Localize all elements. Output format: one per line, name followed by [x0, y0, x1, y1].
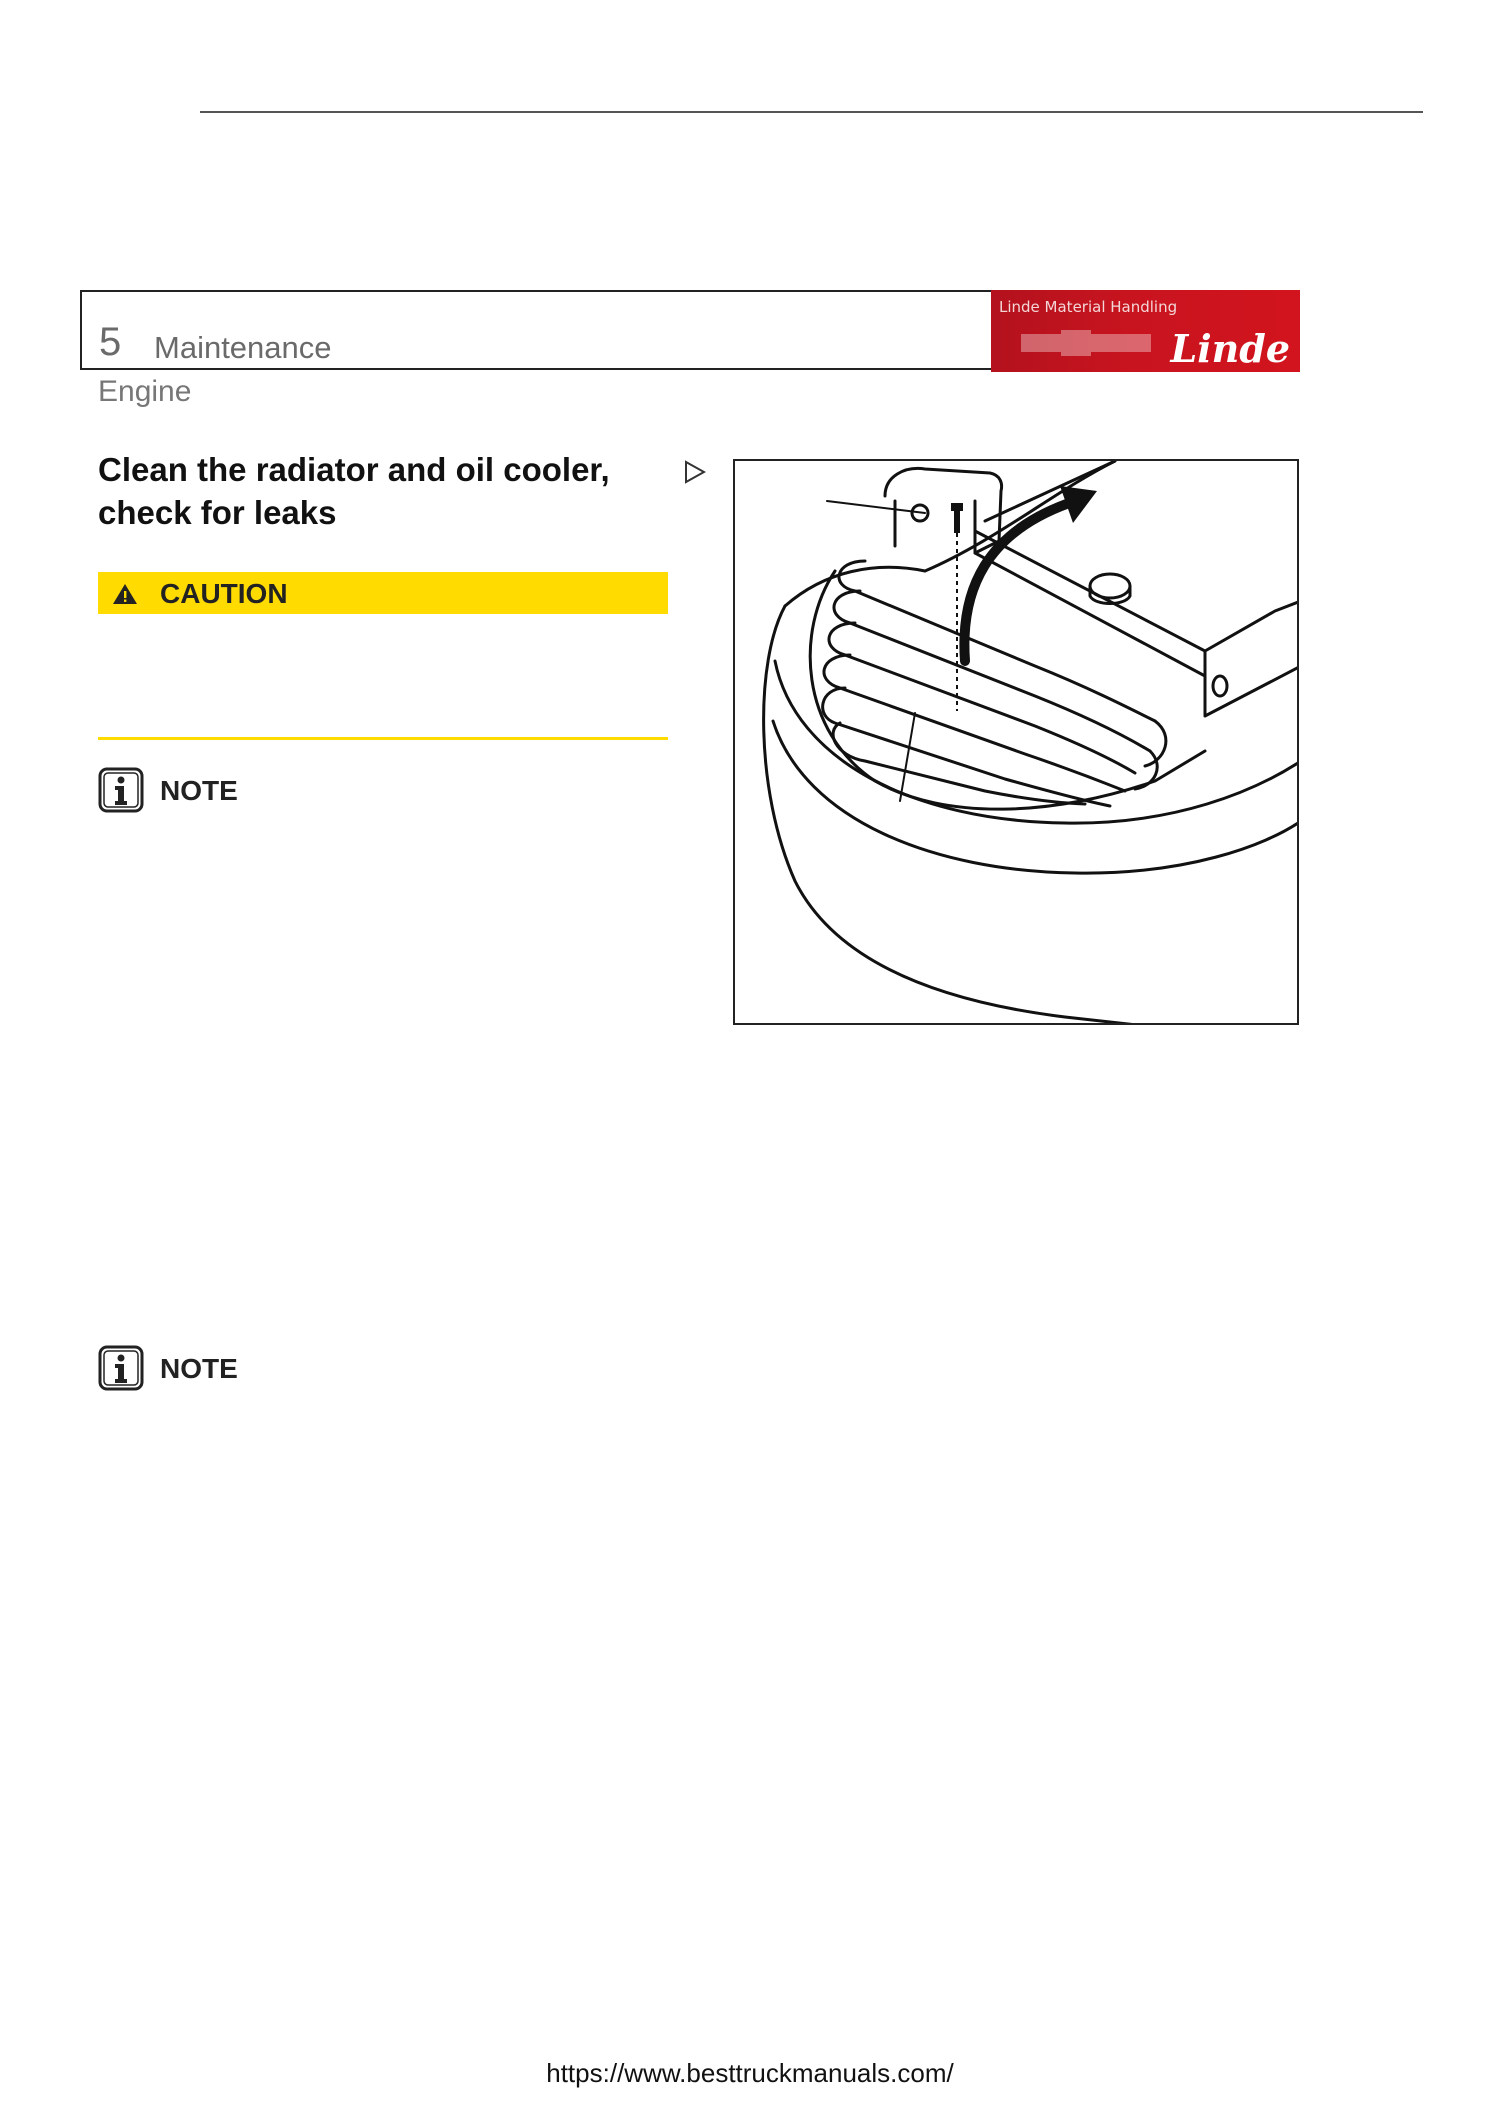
page-heading	[98, 448, 658, 534]
note-label: NOTE	[160, 775, 238, 806]
caution-divider	[98, 737, 668, 740]
heading-line: Clean the radiator and oil cooler,	[98, 451, 610, 488]
radiator-drawing	[735, 461, 1299, 1025]
chapter-title: Maintenance	[154, 330, 332, 365]
section-title: Engine	[98, 375, 192, 408]
caution-label: CAUTION	[160, 578, 288, 609]
brand-decoration	[1021, 334, 1061, 352]
caution-banner	[98, 572, 668, 614]
triangle-right-icon	[684, 460, 706, 484]
footer-url[interactable]: https://www.besttruckmanuals.com/	[546, 2058, 954, 2088]
brand-decoration	[1091, 334, 1151, 352]
heading-line: check for leaks	[98, 494, 337, 531]
chapter-header	[80, 290, 1300, 370]
linde-logo: Linde	[1170, 326, 1290, 371]
info-icon	[98, 1345, 144, 1391]
brand-decoration	[1061, 330, 1091, 356]
info-icon	[98, 767, 144, 813]
warning-triangle-icon	[112, 583, 138, 605]
brand-block	[991, 290, 1300, 372]
radiator-illustration	[733, 459, 1299, 1025]
top-rule	[200, 111, 1423, 113]
note-label: NOTE	[160, 1353, 238, 1384]
chapter-number: 5	[99, 320, 122, 364]
brand-tagline: Linde Material Handling	[999, 298, 1178, 316]
